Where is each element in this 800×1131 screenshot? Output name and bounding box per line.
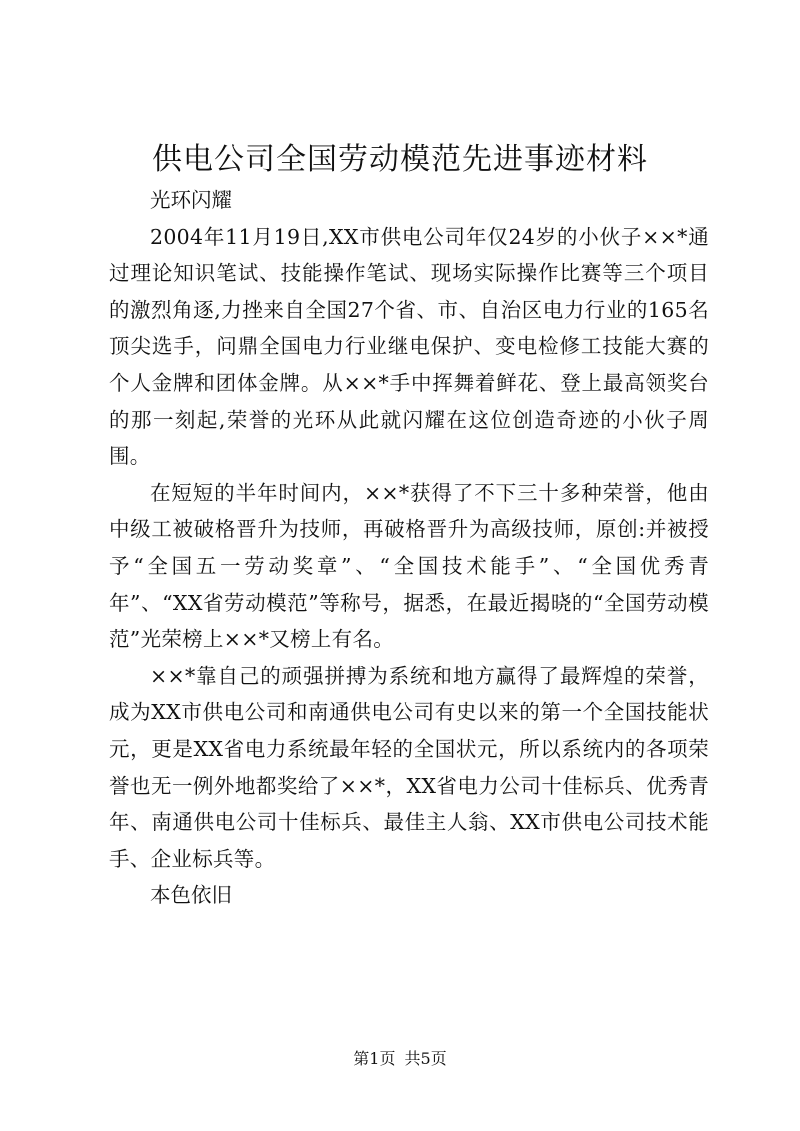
- document-body: [109, 182, 709, 914]
- section-heading-true-colors: 本色依旧: [150, 883, 232, 908]
- page-number-footer: 第1页 共5页: [353, 1049, 447, 1068]
- paragraph-2: 在短短的半年时间内，××*获得了不下三十多种荣誉，他由中级工被破格晋升为技师，再破格晋升为高级技师，原创:并被授予“全国五一劳动奖章”、“全国技术能手”、“全国优秀青年”、“XX省劳动模范”等称号，据悉，在最近揭晓的“全国劳动模范”光荣榜上××*又榜上有名。: [109, 480, 709, 652]
- document-title: 供电公司全国劳动模范先进事迹材料: [152, 142, 648, 177]
- paragraph-3: ××*靠自己的顽强拼搏为系统和地方赢得了最辉煌的荣誉，成为XX市供电公司和南通供电公司有史以来的第一个全国技能状元，更是XX省电力系统最年轻的全国状元，所以系统内的各项荣誉也无一例外地都奖给了××*，XX省电力公司十佳标兵、优秀青年、南通供电公司十佳标兵、最佳主人翁、XX市供电公司技术能手、企业标兵等。: [109, 663, 709, 871]
- section-heading-halo: 光环闪耀: [150, 188, 232, 212]
- paragraph-1: 2004年11月19日,XX市供电公司年仅24岁的小伙子××*通过理论知识笔试、技能操作笔试、现场实际操作比赛等三个项目的激烈角逐,力挫来自全国27个省、市、自治区电力行业的165名顶尖选手，问鼎全国电力行业继电保护、变电检修工技能大赛的个人金牌和团体金牌。从××*手中挥舞着鲜花、登上最高领奖台的那一刻起,荣誉的光环从此就闪耀在这位创造奇迹的小伙子周围。: [109, 224, 709, 469]
